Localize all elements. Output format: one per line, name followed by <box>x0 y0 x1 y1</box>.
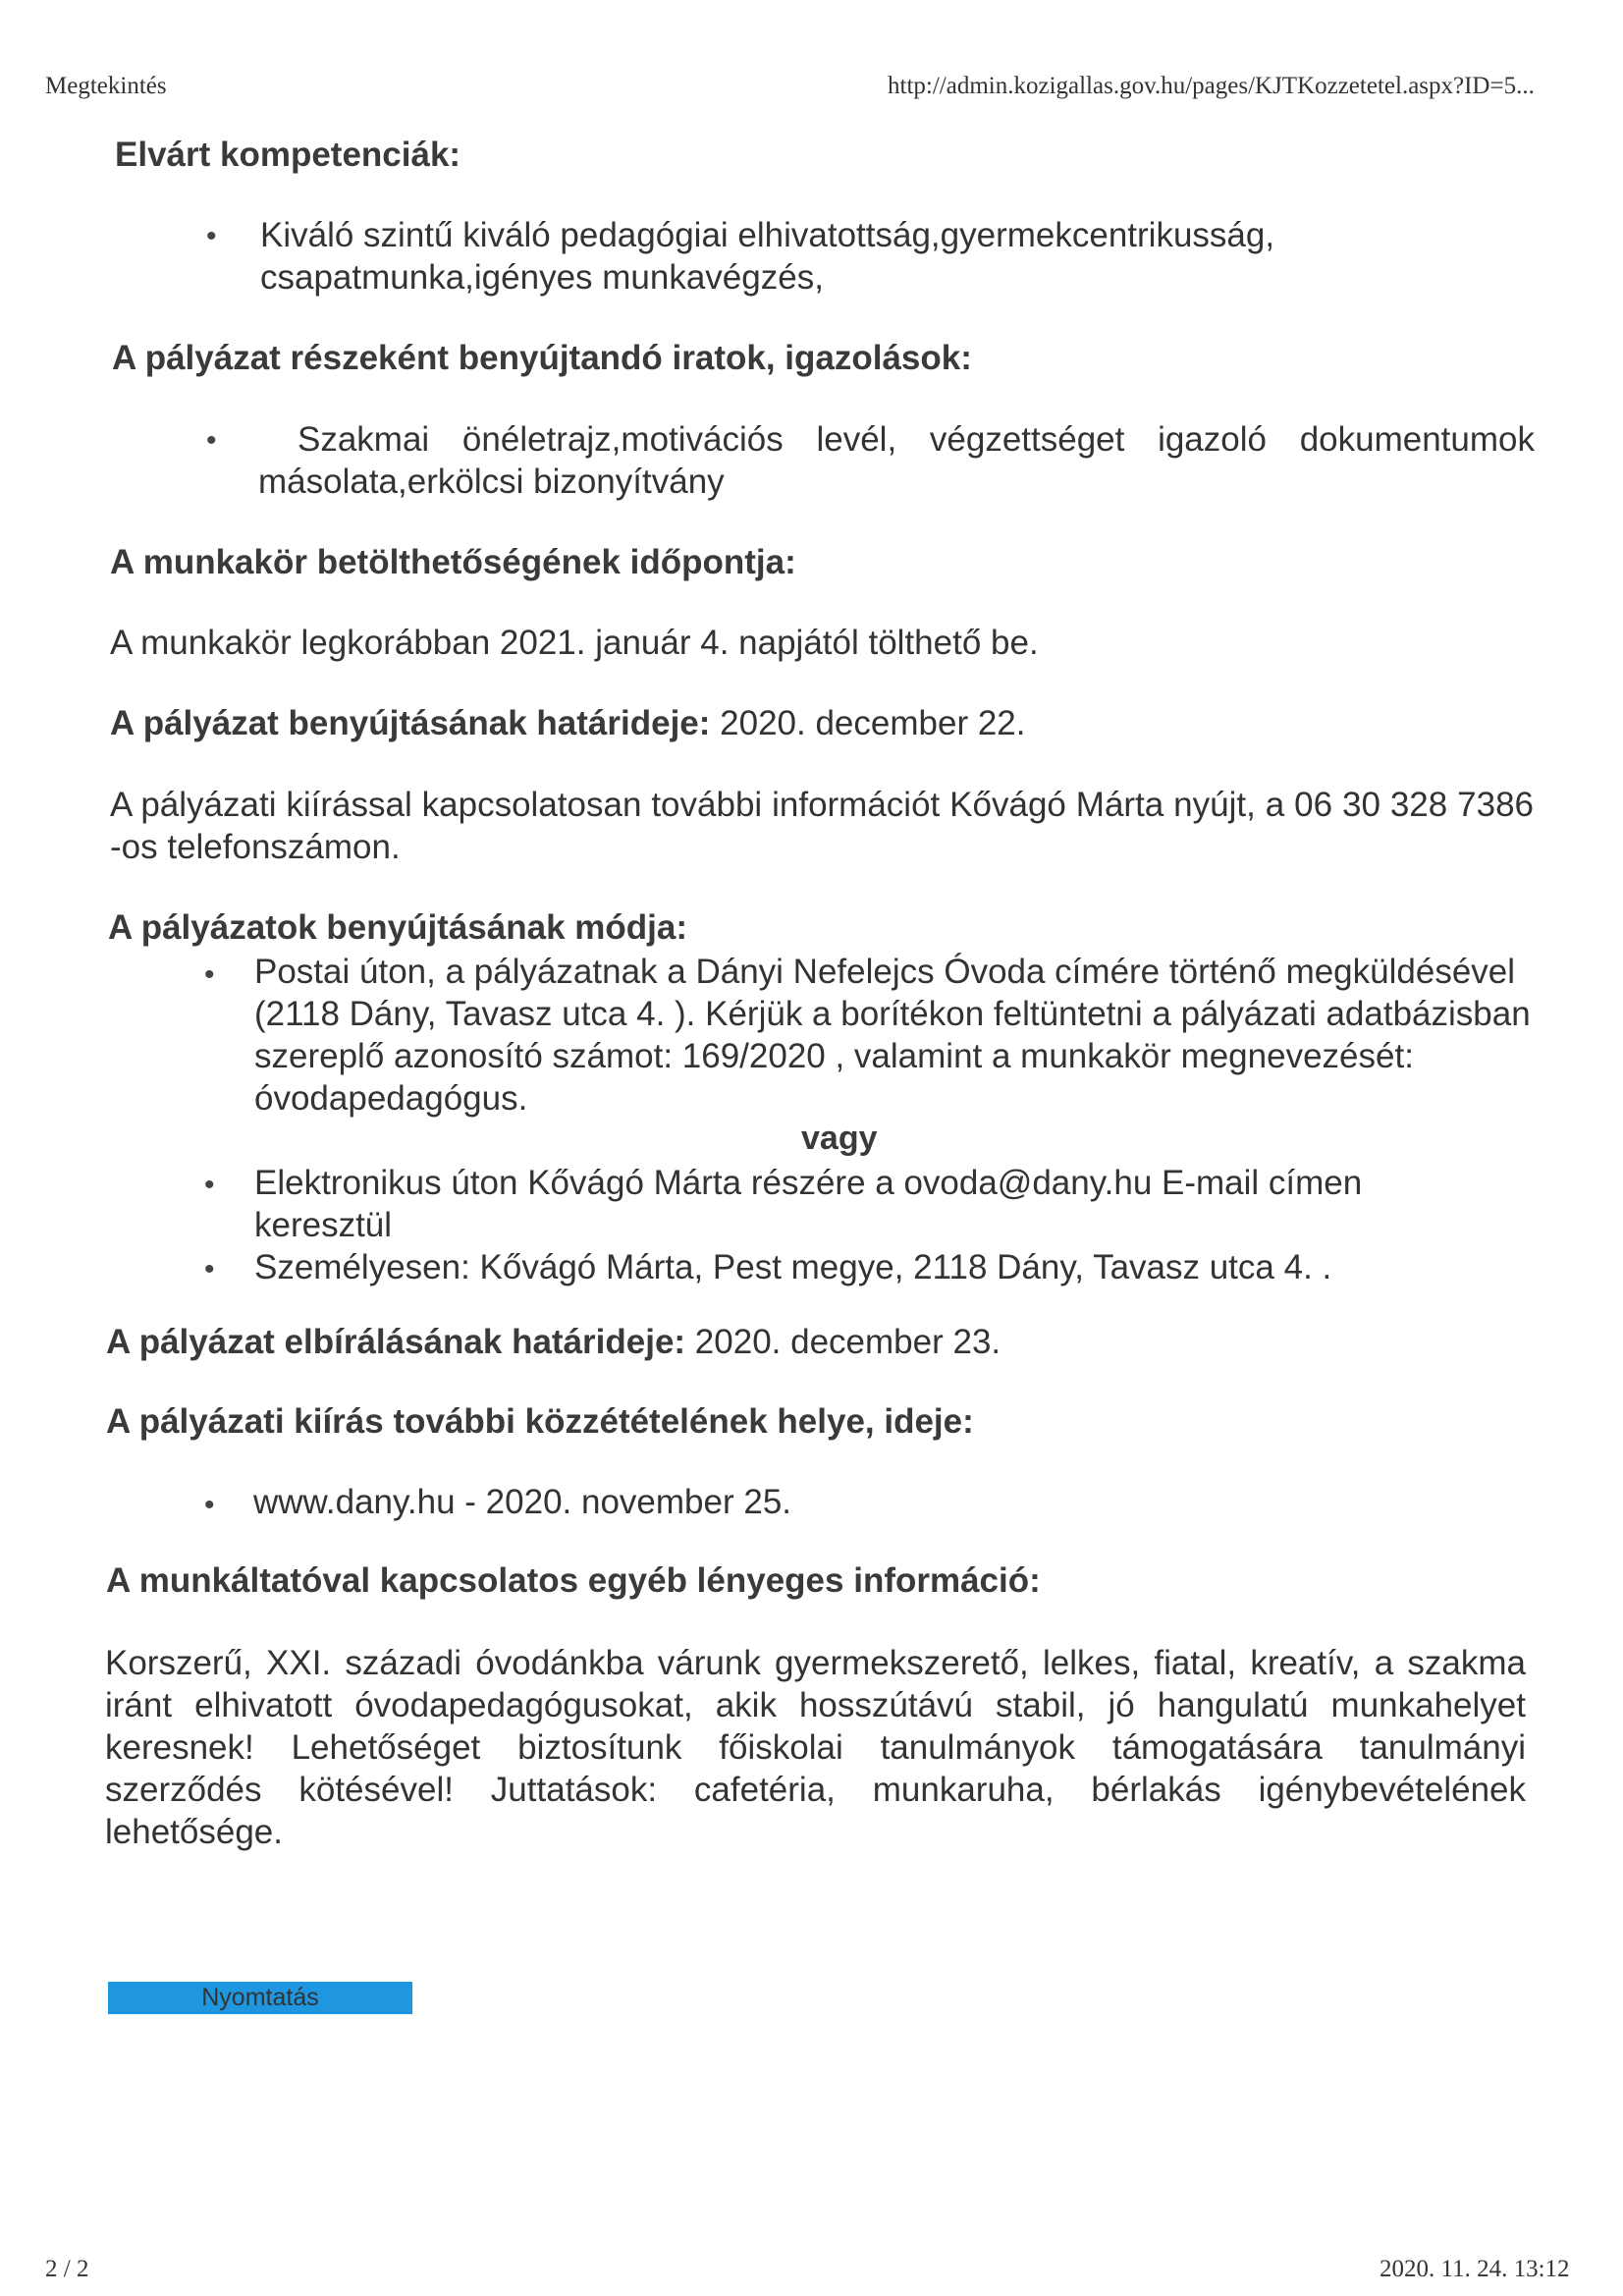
evaluation-value: 2020. december 23. <box>685 1323 1001 1361</box>
print-timestamp: 2020. 11. 24. 13:12 <box>1380 2256 1570 2282</box>
list-item: www.dany.hu - 2020. november 25. <box>253 1483 792 1521</box>
bullet-icon: • <box>206 424 217 457</box>
section-title-start-date: A munkakör betölthetőségének időpontja: <box>110 543 796 581</box>
deadline-label: A pályázat benyújtásának határideje: <box>110 704 711 742</box>
evaluation-label: A pályázat elbírálásának határideje: <box>106 1323 686 1361</box>
list-item: Elektronikus úton Kővágó Márta részére a ovoda@dany.hu E-mail címen keresztül <box>254 1164 1363 1244</box>
print-header-url: http://admin.kozigallas.gov.hu/pages/KJTKozzetetel.aspx?ID=5... <box>888 73 1535 99</box>
print-header-title: Megtekintés <box>45 73 167 99</box>
contact-text: A pályázati kiírással kapcsolatosan további információt Kővágó Márta nyújt, a 06 30 328 7386 -os telefonszámon. <box>110 786 1534 866</box>
deadline-value: 2020. december 22. <box>710 704 1026 742</box>
section-title-competencies: Elvárt kompetenciák: <box>115 136 461 174</box>
page-number: 2 / 2 <box>45 2256 89 2282</box>
list-item: Postai úton, a pályázatnak a Dányi Nefelejcs Óvoda címére történő megküldésével (2118 Dány, Tavasz utca 4. ). Kérjük a borítékon feltüntetni a pályázati adatbázisban szereplő azonosító számot: 169/2020 , valamint a munkakör megnevezését: óvodapedagógus. <box>254 953 1531 1118</box>
submission-deadline <box>110 704 1026 743</box>
print-button[interactable]: Nyomtatás <box>108 1982 412 2014</box>
section-title-employer-info: A munkáltatóval kapcsolatos egyéb lényeges információ: <box>106 1561 1041 1600</box>
section-title-submission: A pályázatok benyújtásának módja: <box>108 908 687 947</box>
bullet-icon: • <box>204 1253 215 1285</box>
start-date-text: A munkakör legkorábban 2021. január 4. napjától tölthető be. <box>110 624 1039 662</box>
section-title-documents: A pályázat részeként benyújtandó iratok, igazolások: <box>112 339 972 377</box>
list-item: Kiváló szintű kiváló pedagógiai elhivatottság,gyermekcentrikusság, csapatmunka,igényes munkavégzés, <box>260 216 1275 297</box>
bullet-icon: • <box>204 1169 215 1201</box>
list-item: Szakmai önéletrajz,motivációs levél, végzettséget igazoló dokumentumok másolata,erkölcsi bizonyítvány <box>258 420 1535 501</box>
section-title-publication: A pályázati kiírás további közzétételének helye, ideje: <box>106 1402 974 1441</box>
employer-info-text: Korszerű, XXI. századi óvodánkba várunk gyermekszerető, lelkes, fiatal, kreatív, a szakma iránt elhivatott óvodapedagógusokat, akik hosszútávú stabil, jó hangulatú munkahelyet keresnek! Lehetőséget biztosítunk főiskolai tanulmányok támogatására tanulmányi szerződés kötésével! Juttatások: cafetéria, munkaruha, bérlakás igénybevételének lehetősége. <box>105 1644 1526 1851</box>
separator-text: vagy <box>801 1120 878 1157</box>
evaluation-deadline <box>106 1323 1001 1362</box>
bullet-icon: • <box>206 220 217 252</box>
bullet-icon: • <box>204 1489 215 1521</box>
bullet-icon: • <box>204 958 215 991</box>
list-item: Személyesen: Kővágó Márta, Pest megye, 2118 Dány, Tavasz utca 4. . <box>254 1248 1332 1286</box>
